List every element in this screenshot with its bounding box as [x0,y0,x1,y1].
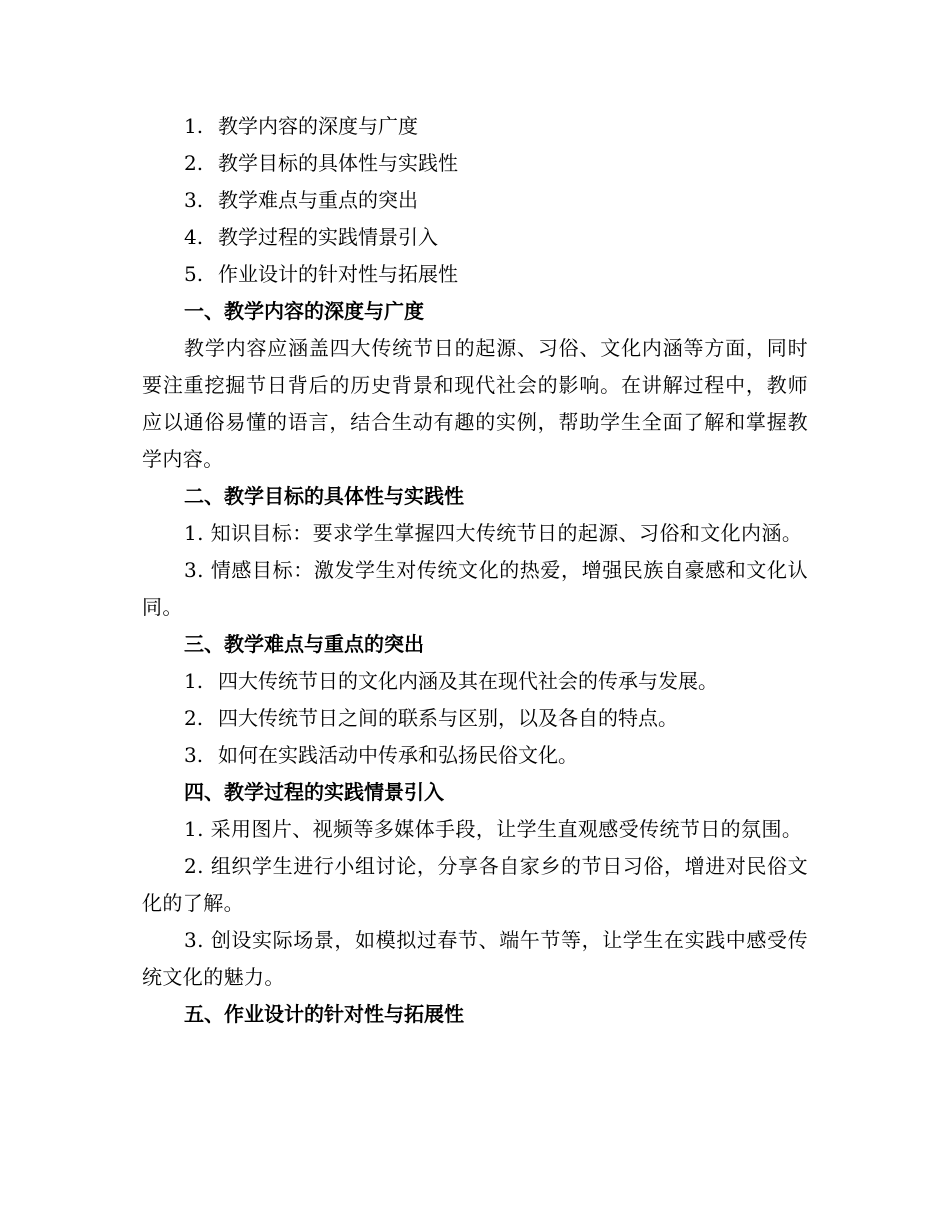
outline-item [142,256,808,293]
list-item-number: 1. [184,669,204,693]
outline-item [142,219,808,256]
list-item-number: 3. [184,743,204,767]
list-item-text: 四大传统节日之间的联系与区别，以及各自的特点。 [218,706,678,730]
body-paragraph: 1. 知识目标：要求学生掌握四大传统节日的起源、习俗和文化内涵。 [184,521,803,545]
list-item-text: 如何在实践活动中传承和弘扬民俗文化。 [218,743,578,767]
body-paragraph: 3. 创设实际场景，如模拟过春节、端午节等，让学生在实践中感受传统文化的魅力。 [142,928,808,989]
document-body [142,108,808,1033]
body-paragraph: 1. 采用图片、视频等多媒体手段，让学生直观感受传统节日的氛围。 [184,817,803,841]
body-paragraph: 2. 组织学生进行小组讨论，分享各自家乡的节日习俗，增进对民俗文化的了解。 [142,854,808,915]
outline-item-number: 3. [184,188,204,212]
outline-item-text: 教学目标的具体性与实践性 [218,151,458,175]
outline-item [142,182,808,219]
section-heading: 一、教学内容的深度与广度 [184,299,424,323]
body-paragraph: 3. 情感目标：激发学生对传统文化的热爱，增强民族自豪感和文化认同。 [142,558,808,619]
section-heading: 五、作业设计的针对性与拓展性 [184,1002,464,1026]
outline-item-number: 5. [184,262,204,286]
outline-item-number: 4. [184,225,204,249]
list-item-number: 2. [184,706,204,730]
body-paragraph: 教学内容应涵盖四大传统节日的起源、习俗、文化内涵等方面，同时要注重挖掘节日背后的历史背景和现代社会的影响。在讲解过程中，教师应以通俗易懂的语言，结合生动有趣的实例，帮助学生全面了解和掌握教学内容。 [142,336,808,471]
outline-item-text: 教学过程的实践情景引入 [218,225,438,249]
section-heading: 四、教学过程的实践情景引入 [184,780,444,804]
outline-item-text: 教学难点与重点的突出 [218,188,418,212]
outline-list [142,108,808,293]
outline-item [142,108,808,145]
outline-item-text: 教学内容的深度与广度 [218,114,418,138]
list-item [142,737,808,774]
outline-item [142,145,808,182]
outline-item-number: 1. [184,114,204,138]
section-heading: 二、教学目标的具体性与实践性 [184,484,464,508]
outline-item-number: 2. [184,151,204,175]
list-item-text: 四大传统节日的文化内涵及其在现代社会的传承与发展。 [218,669,718,693]
outline-item-text: 作业设计的针对性与拓展性 [218,262,458,286]
list-item [142,663,808,700]
section-heading: 三、教学难点与重点的突出 [184,632,424,656]
list-item [142,700,808,737]
